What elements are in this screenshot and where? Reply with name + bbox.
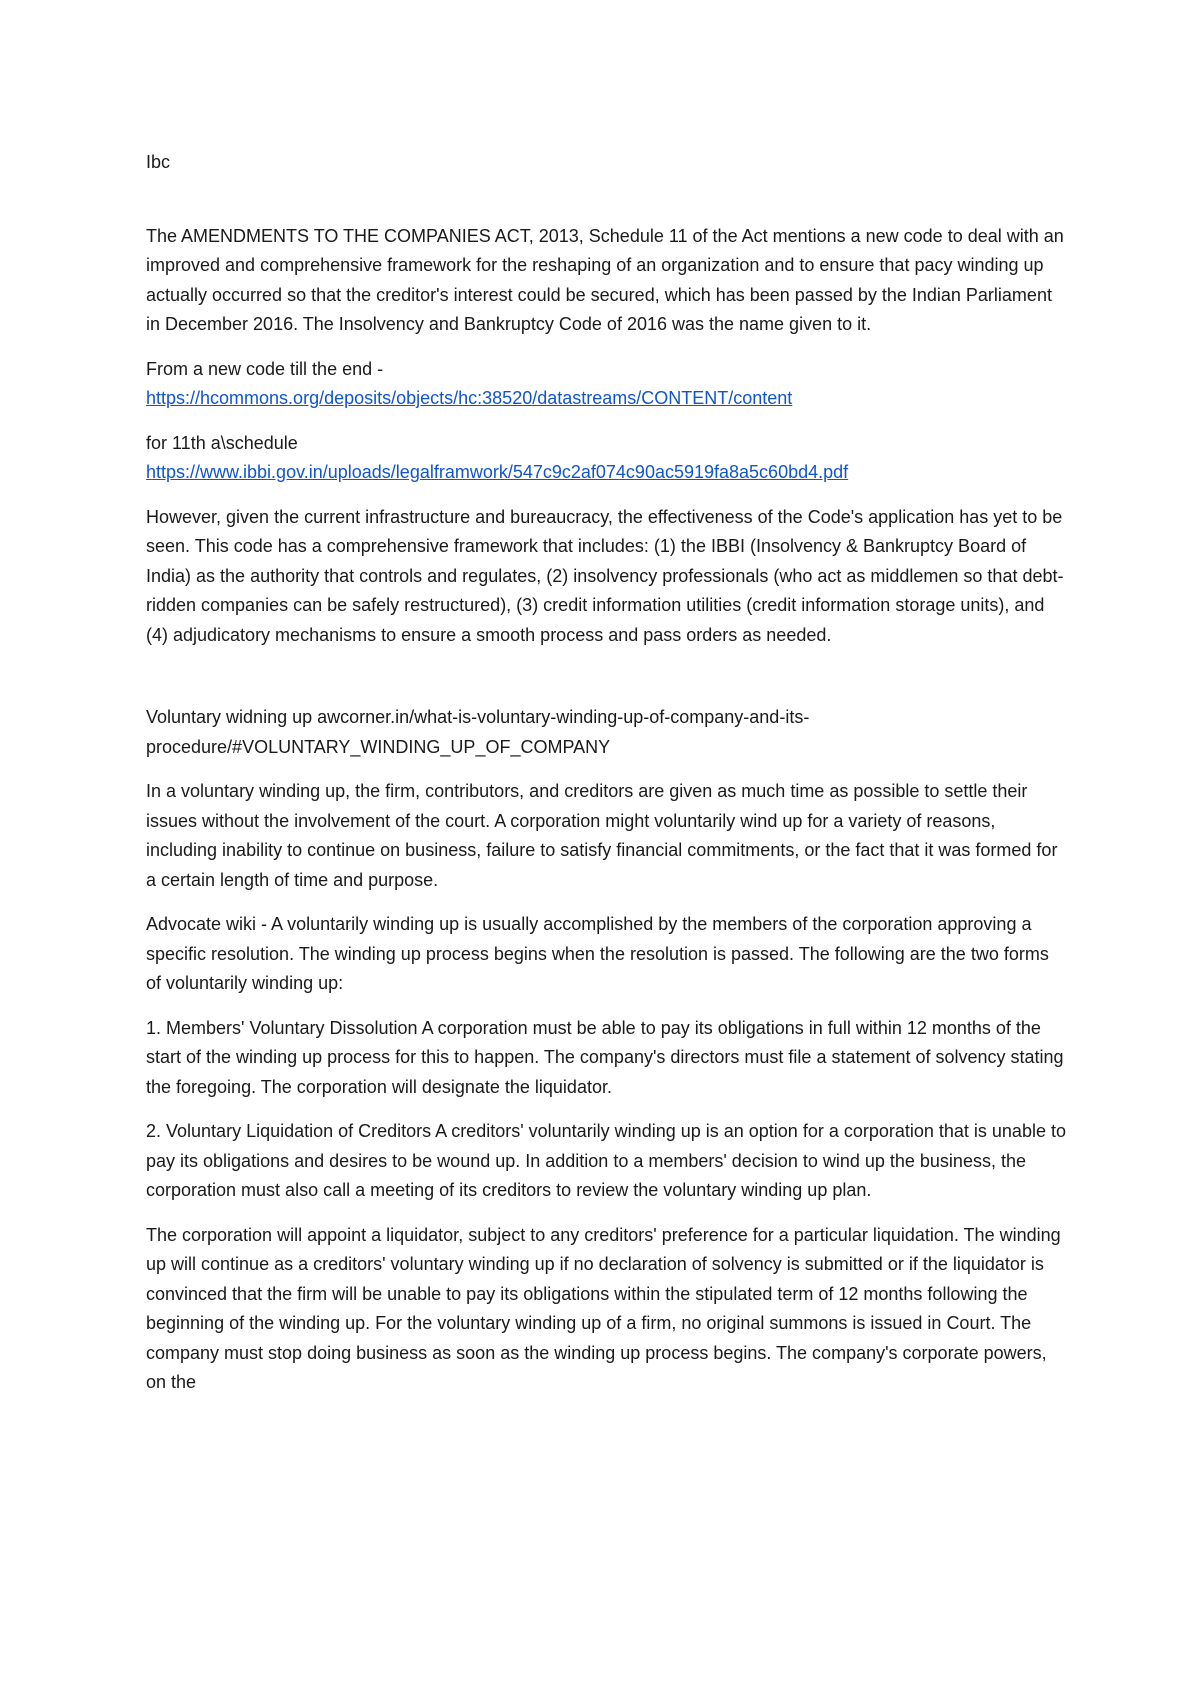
reference-schedule-label: for 11th a\schedule xyxy=(146,432,298,453)
reference-schedule xyxy=(146,429,1066,488)
list-item-creditors-liquidation: 2. Voluntary Liquidation of Creditors A creditors' voluntarily winding up is an option for a corporation that is unable to pay its obligations and desires to be wound up. In addition to a members' decision to wind up the business, the corporation must also call a meeting of its creditors to review the voluntary winding up plan. xyxy=(146,1121,1066,1200)
voluntary-winding-paragraph: In a voluntary winding up, the firm, contributors, and creditors are given as much time as possible to settle their issues without the involvement of the court. A corporation might voluntarily wind up for a variety of reasons, including inability to continue on business, failure to satisfy financial commitments, or the fact that it was formed for a certain length of time and purpose. xyxy=(146,781,1058,890)
list-item-members-dissolution: 1. Members' Voluntary Dissolution A corporation must be able to pay its obligations in full within 12 months of the start of the winding up process for this to happen. The company's directors must file a statement of solvency stating the foregoing. The corporation will designate the liquidator. xyxy=(146,1017,1064,1097)
document-title: Ibc xyxy=(146,152,171,172)
document-page xyxy=(146,148,1066,1413)
voluntary-winding-heading: Voluntary widning up awcorner.in/what-is-voluntary-winding-up-of-company-and-its-procedure/#VOLUNTARY_WINDING_UP_OF_COMPANY xyxy=(146,707,810,757)
ibbi-link[interactable]: https://www.ibbi.gov.in/uploads/legalframwork/547c9c2af074c90ac5919fa8a5c60bd4.pdf xyxy=(146,462,849,482)
hcommons-link[interactable]: https://hcommons.org/deposits/objects/hc:38520/datastreams/CONTENT/content xyxy=(146,388,793,408)
framework-paragraph: However, given the current infrastructure and bureaucracy, the effectiveness of the Code's application has yet to be seen. This code has a comprehensive framework that includes: (1) the IBBI (Insolvency & Bankruptcy Board of India) as the authority that controls and regulates, (2) insolvency professionals (who act as middlemen so that debt-ridden companies can be safely restructured), (3) credit information utilities (credit information storage units), and (4) adjudicatory mechanisms to ensure a smooth process and pass orders as needed. xyxy=(146,506,1064,645)
liquidator-paragraph: The corporation will appoint a liquidator, subject to any creditors' preference for a particular liquidation. The winding up will continue as a creditors' voluntary winding up if no declaration of solvency is submitted or if the liquidator is convinced that the firm will be unable to pay its obligations within the stipulated term of 12 months following the beginning of the winding up. For the voluntary winding up of a firm, no original summons is issued in Court. The company must stop doing business as soon as the winding up process begins. The company's corporate powers, on the xyxy=(146,1224,1061,1392)
reference-new-code xyxy=(146,355,1066,414)
advocate-wiki-paragraph: Advocate wiki - A voluntarily winding up is usually accomplished by the members of the corporation approving a specific resolution. The winding up process begins when the resolution is passed. The following are the two forms of voluntarily winding up: xyxy=(146,914,1049,993)
intro-paragraph: The AMENDMENTS TO THE COMPANIES ACT, 2013, Schedule 11 of the Act mentions a new code to deal with an improved and comprehensive framework for the reshaping of an organization and to ensure that pacy winding up actually occurred so that the creditor's interest could be secured, which has been passed by the Indian Parliament in December 2016. The Insolvency and Bankruptcy Code of 2016 was the name given to it. xyxy=(146,225,1064,334)
reference-new-code-label: From a new code till the end - xyxy=(146,358,384,379)
